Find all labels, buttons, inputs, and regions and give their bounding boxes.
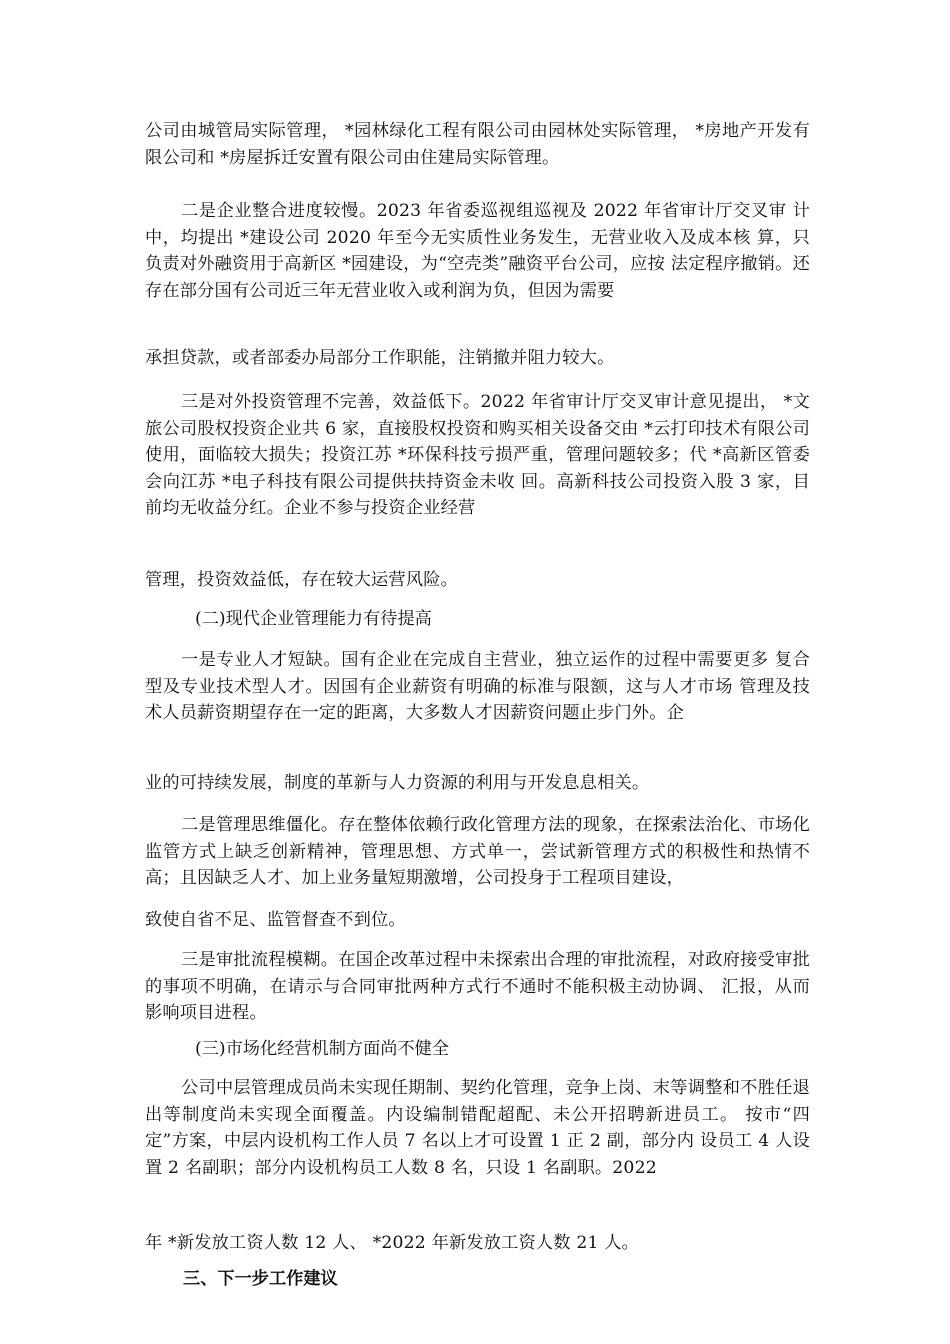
subheading-market-mechanism: (三)市场化经营机制方面尚不健全 [195, 1039, 450, 1059]
paragraph-loan-burden: 承担贷款，或者部委办局部分工作职能，注销撤并阻力较大。 [145, 348, 615, 368]
paragraph-investment-risk: 管理，投资效益低，存在较大运营风险。 [145, 570, 458, 590]
paragraph-talent-shortage: 一是专业人才短缺。国有企业在完成自主营业，独立运作的过程中需要更多 复合型及专业技术型人才。因国有企业薪资有明确的标准与限额，这与人才市场 管理及技术人员薪资期望存在一定的距离，大多数人才因薪资问题止步门外。企 [145, 650, 810, 723]
paragraph-approval-process: 三是审批流程模糊。在国企改革过程中未探索出合理的审批流程，对政府接受审批的事项不明确，在请示与合同审批两种方式行不通时不能积极主动协调、 汇报，从而影响项目进程。 [145, 950, 810, 1023]
paragraph-rigid-thinking: 二是管理思维僵化。存在整体依赖行政化管理方法的现象，在探索法治化、市场化监管方式上缺乏创新精神，管理思想、方式单一，尝试新管理方式的积极性和热情不高；且因缺乏人才、加上业务量短期激增，公司投身于工程项目建设， [145, 815, 810, 888]
paragraph-supervision-lacking: 致使自省不足、监管督查不到位。 [145, 910, 406, 930]
paragraph-sustainable-development: 业的可持续发展，制度的革新与人力资源的利用与开发息息相关。 [145, 773, 650, 793]
section-heading-next-steps: 三、下一步工作建议 [183, 1269, 338, 1289]
paragraph-investment-management: 三是对外投资管理不完善，效益低下。2022 年省审计厅交叉审计意见提出， *文旅公司股权投资企业共 6 家，直接股权投资和购买相关设备交由 *云打印技术有限公司使用，面临较大损失；投资江苏 *环保科技亏损严重，管理问题较多；代 *高新区管委会向江苏 *电子科技有限公司提供扶持资金未收 回。高新科技公司投资入股 3 家，目前均无收益分红。企业不参与投资企业经营 [145, 392, 810, 518]
paragraph-company-management: 公司由城管局实际管理， *园林绿化工程有限公司由园林处实际管理， *房地产开发有限公司和 *房屋拆迁安置有限公司由住建局实际管理。 [145, 121, 810, 168]
paragraph-middle-management: 公司中层管理成员尚未实现任期制、契约化管理，竞争上岗、末等调整和不胜任退出等制度尚未实现全面覆盖。内设编制错配超配、未公开招聘新进员工。 按市“四定”方案，中层内设机构工作人员 7 名以上才可设置 1 正 2 副，部分内 设员工 4 人设置 2 名副职；部分内设机构员工人数 8 名，只设 1 名副职。2022 [145, 1078, 810, 1178]
paragraph-integration-slow: 二是企业整合进度较慢。2023 年省委巡视组巡视及 2022 年省审计厅交叉审 计中，均提出 *建设公司 2020 年至今无实质性业务发生，无营业收入及成本核 算，只负责对外融资用于高新区 *园建设，为“空壳类”融资平台公司，应按 法定程序撤销。还存在部分国有公司近三年无营业收入或利润为负，但因为需要 [145, 201, 810, 301]
subheading-modern-management: (二)现代企业管理能力有待提高 [195, 609, 432, 629]
paragraph-salary-count: 年 *新发放工资人数 12 人、 *2022 年新发放工资人数 21 人。 [145, 1233, 640, 1253]
